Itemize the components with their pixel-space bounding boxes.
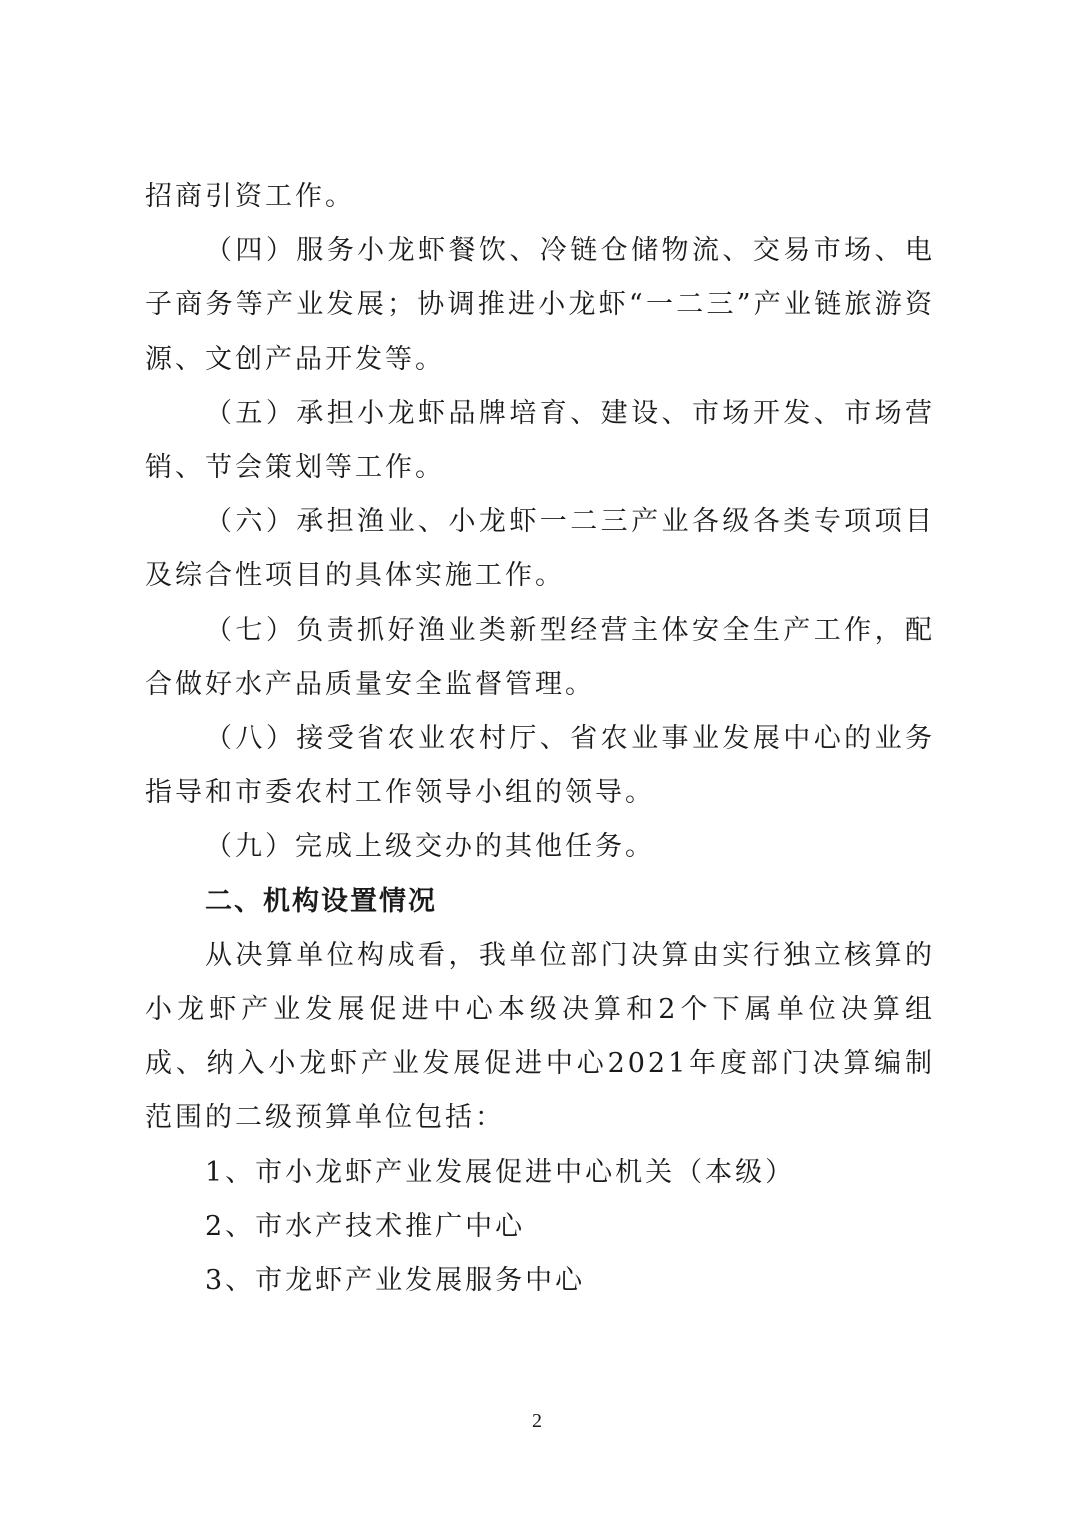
section-paragraph: 从决算单位构成看，我单位部门决算由实行独立核算的小龙虾产业发展促进中心本级决算和2个下属单位决算组成、纳入小龙虾产业发展促进中心2021年度部门决算编制范围的二级预算单位包括： <box>145 939 935 1134</box>
paragraph-continuation: 招商引资工作。 <box>145 181 355 212</box>
paragraph-item-7: （七）负责抓好渔业类新型经营主体安全生产工作，配合做好水产品质量安全监督管理。 <box>145 614 935 700</box>
document-body <box>145 170 935 1308</box>
unit-list-item-1: 1、市小龙虾产业发展促进中心机关（本级） <box>205 1156 796 1188</box>
paragraph-item-5: （五）承担小龙虾品牌培育、建设、市场开发、市场营销、节会策划等工作。 <box>145 397 935 484</box>
section-heading: 二、机构设置情况 <box>205 885 437 917</box>
paragraph-item-9: （九）完成上级交办的其他任务。 <box>205 831 655 863</box>
paragraph-item-4: （四）服务小龙虾餐饮、冷链仓储物流、交易市场、电子商务等产业发展；协调推进小龙虾“一二三”产业链旅游资源、文创产品开发等。 <box>145 235 935 375</box>
paragraph-item-6: （六）承担渔业、小龙虾一二三产业各级各类专项项目及综合性项目的具体实施工作。 <box>145 506 935 592</box>
paragraph-item-8: （八）接受省农业农村厅、省农业事业发展中心的业务指导和市委农村工作领导小组的领导。 <box>145 723 935 809</box>
unit-list-item-3: 3、市龙虾产业发展服务中心 <box>205 1265 586 1297</box>
unit-list-item-2: 2、市水产技术推广中心 <box>205 1210 526 1242</box>
page-number: 2 <box>532 1410 542 1432</box>
